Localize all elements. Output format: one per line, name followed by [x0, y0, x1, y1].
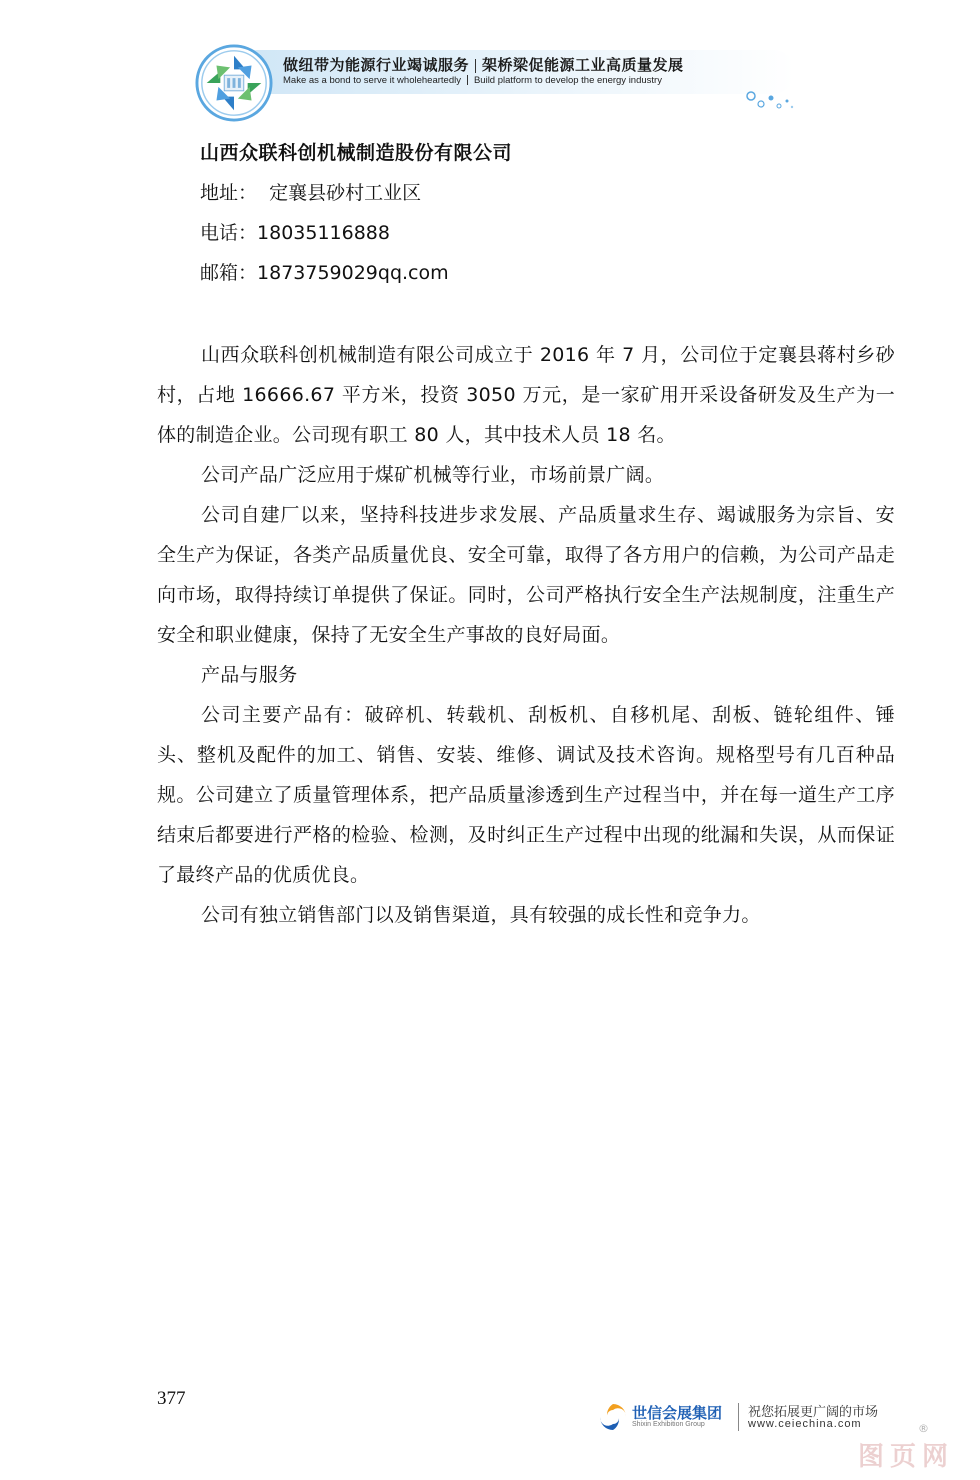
footer-tagline: 祝您拓展更广阔的市场 [748, 1405, 879, 1420]
header-slogan-cn [283, 54, 684, 75]
footer-brand-cn: 世信会展集团 [632, 1404, 723, 1422]
address-label: 地址： [200, 182, 258, 204]
paragraph-market: 公司产品广泛应用于煤矿机械等行业，市场前景广阔。 [201, 464, 665, 486]
phone-value: 18035116888 [257, 222, 390, 244]
footer-brand-en: Shixin Exhibition Group [632, 1421, 705, 1428]
page-number: 377 [157, 1388, 186, 1409]
footer-brand [598, 1400, 898, 1436]
paragraph-sales: 公司有独立销售部门以及销售渠道，具有较强的成长性和竞争力。 [201, 904, 761, 926]
slogan-cn-left: 做纽带为能源行业竭诚服务 [283, 56, 470, 74]
slogan-en-left: Make as a bond to serve it wholeheartedly [283, 75, 461, 86]
pinwheel-logo-icon [195, 44, 273, 122]
slogan-cn-right: 架桥梁促能源工业高质量发展 [482, 56, 684, 74]
footer-url: www.ceiechina.com [748, 1418, 862, 1430]
slogan-divider [475, 59, 476, 73]
phone-line [200, 220, 900, 246]
address-line [200, 180, 900, 206]
page-header [195, 42, 795, 122]
phone-label: 电话： [200, 222, 258, 244]
registered-mark: ® [918, 1422, 929, 1435]
decorative-dots-icon [745, 90, 795, 112]
paragraph-products: 公司主要产品有：破碎机、转载机、刮板机、自移机尾、刮板、链轮组件、锤头、整机及配件的加工、销售、安装、维修、调试及技术咨询。规格型号有几百种品规。公司建立了质量管理体系，把产品质量渗透到生产过程当中，并在每一道生产工序结束后都要进行严格的检验、检测，及时纠正生产过程中出现的纰漏和失误，从而保证了最终产品的优质优良。 [157, 704, 895, 886]
company-contact-block [200, 140, 900, 300]
email-value: 1873759029qq.com [257, 262, 449, 284]
watermark-text: 图页网 [858, 1442, 955, 1472]
address-value: 定襄县砂村工业区 [269, 182, 422, 204]
header-slogan-en [283, 75, 662, 86]
email-label: 邮箱： [200, 262, 258, 284]
slogan-en-right: Build platform to develop the energy industry [473, 75, 662, 86]
section-heading-products: 产品与服务 [201, 664, 298, 686]
slogan-en-divider [467, 75, 468, 85]
company-description [157, 335, 895, 935]
email-line [200, 260, 900, 286]
footer-divider [738, 1403, 739, 1431]
paragraph-intro: 山西众联科创机械制造有限公司成立于 2016 年 7 月，公司位于定襄县蒋村乡砂村，占地 16666.67 平方米，投资 3050 万元，是一家矿用开采设备研发及生产为一体的制造企业。公司现有职工 80 人，其中技术人员 18 名。 [157, 344, 895, 446]
swirl-logo-icon [598, 1402, 628, 1432]
paragraph-philosophy: 公司自建厂以来，坚持科技进步求发展、产品质量求生存、竭诚服务为宗旨、安全生产为保证，各类产品质量优良、安全可靠，取得了各方用户的信赖，为公司产品走向市场，取得持续订单提供了保证。同时，公司严格执行安全生产法规制度，注重生产安全和职业健康，保持了无安全生产事故的良好局面。 [157, 504, 895, 646]
company-name: 山西众联科创机械制造股份有限公司 [200, 142, 513, 164]
